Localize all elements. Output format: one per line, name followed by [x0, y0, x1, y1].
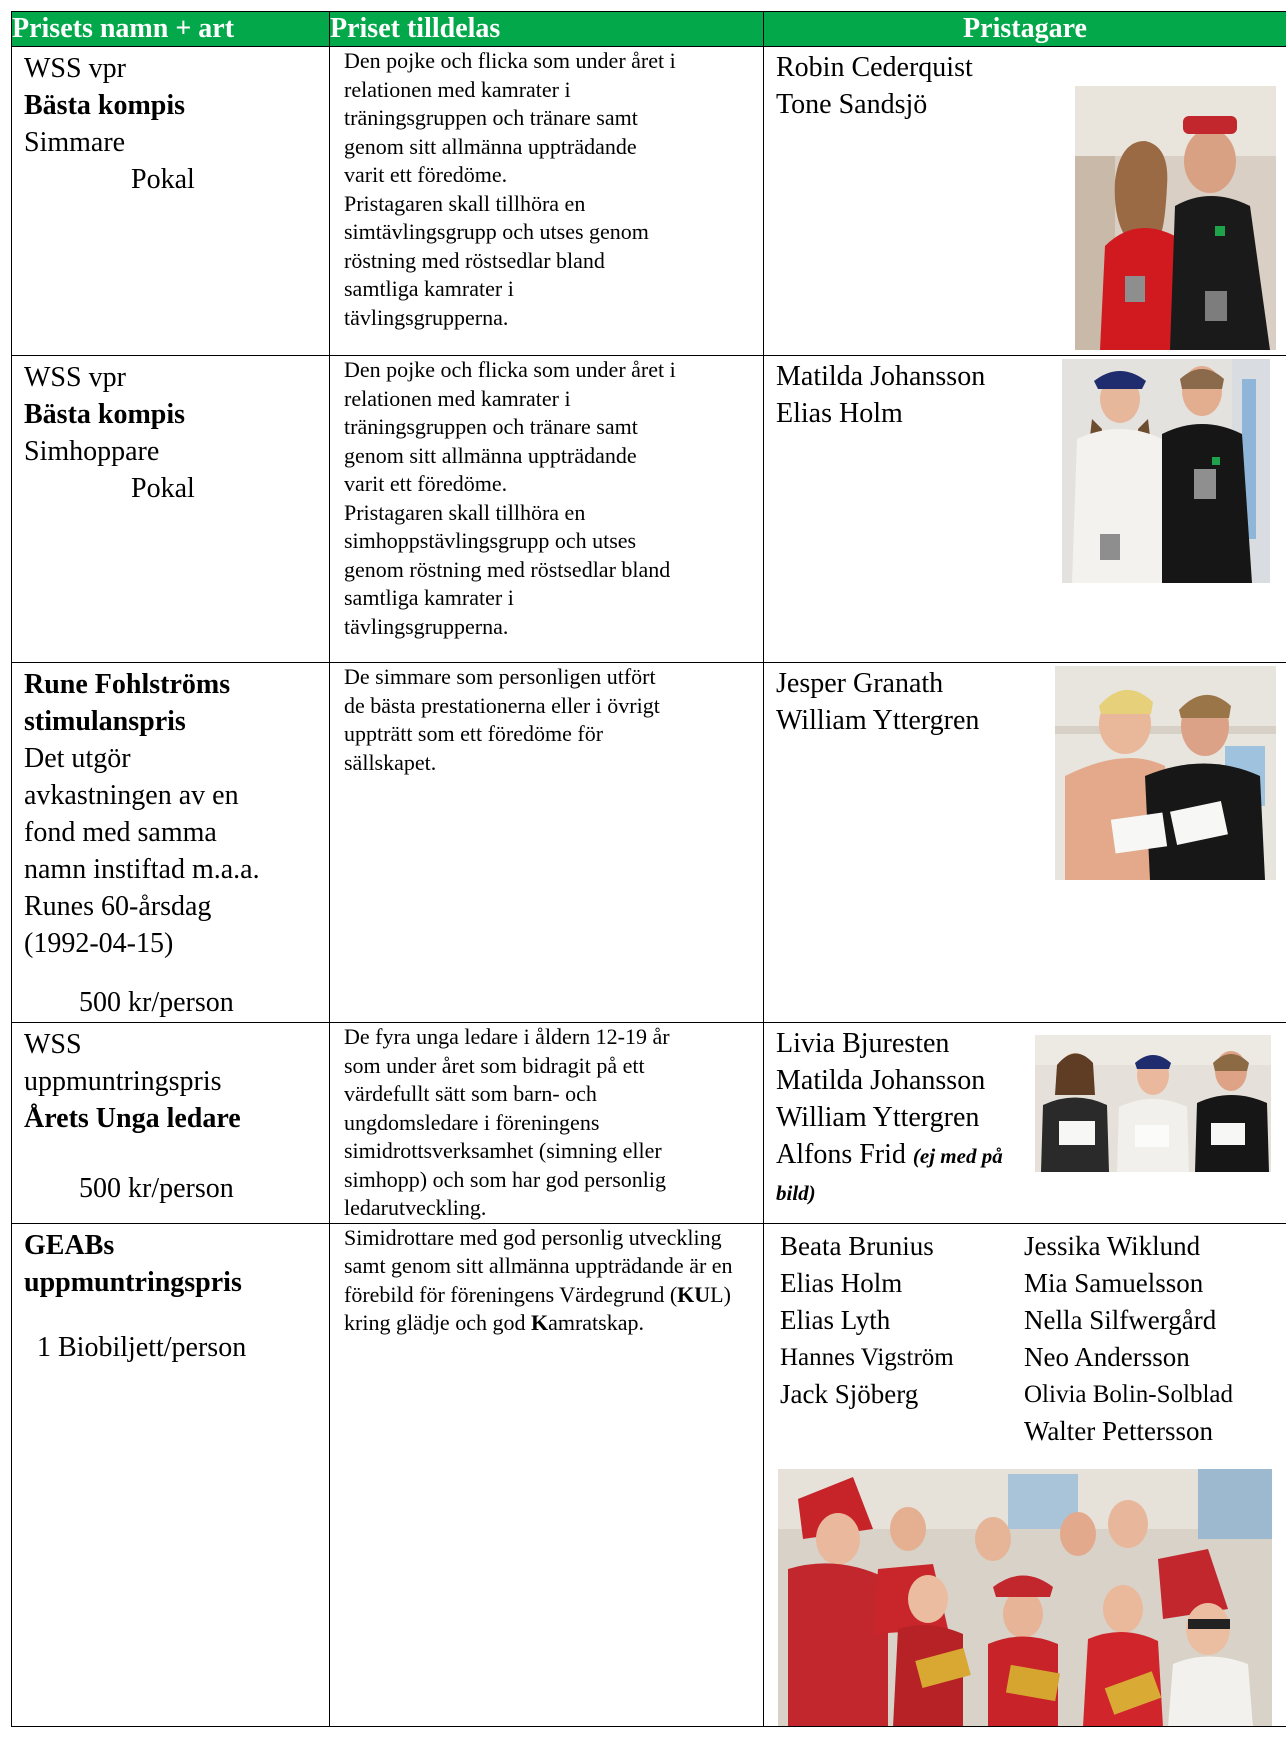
prize-info-line: fond med samma [24, 817, 217, 848]
description-emphasis: K [530, 1310, 549, 1335]
description-line: sällskapet. [344, 749, 437, 775]
prize-title: Rune Fohlströms [24, 669, 231, 700]
description-line: samtliga kamrater i [344, 276, 514, 301]
description-cell [330, 1023, 764, 1224]
description-cell [330, 663, 764, 1023]
description-emphasis: KU [677, 1281, 711, 1307]
winners-cell [764, 1023, 1286, 1224]
winner-name: Hannes Vigström [780, 1343, 954, 1371]
group-photo [778, 1469, 1272, 1727]
prize-type: 500 kr/person [79, 1173, 234, 1204]
prize-info-line: Det utgör [24, 743, 131, 774]
prize-info-line: (1992-04-15) [24, 928, 174, 959]
prize-type: Pokal [131, 473, 195, 504]
description-line: Pristagaren skall tillhöra en [344, 190, 586, 216]
description-line: De fyra unga ledare i åldern 12-19 år [344, 1024, 670, 1049]
winners-cell [764, 47, 1286, 356]
description-line: genom sitt allmänna uppträdande [344, 133, 637, 159]
prize-category: Simmare [24, 127, 126, 158]
description-part: Simidrottare med god personlig utveckling samt genom sitt allmänna uppträdande är en förebild för föreningens Värdegrund ( [344, 1224, 733, 1307]
prize-category: Simhoppare [24, 436, 160, 467]
description-part: amratskap. [548, 1310, 644, 1335]
description-line: Den pojke och flicka som under året i [344, 357, 676, 382]
description-line: samtliga kamrater i [344, 585, 514, 610]
description-line: simtävlingsgrupp och utses genom [344, 219, 649, 244]
winner-note: (ej med på bild) [776, 1144, 1003, 1205]
description-line: träningsgruppen och tränare samt [344, 105, 638, 130]
header-prize-name: Prisets namn + art [12, 12, 330, 47]
description-line: tävlingsgrupperna. [344, 613, 509, 639]
winner-name: Livia Bjuresten [776, 1028, 950, 1059]
winners-photo [1055, 666, 1276, 880]
winners-photo [1035, 1035, 1271, 1172]
description-line: uppträtt som ett föredöme för [344, 721, 604, 746]
winner-name: Tone Sandsjö [776, 89, 928, 120]
prize-category: uppmuntringspris [24, 1066, 222, 1097]
winner-name: Jesper Granath [776, 668, 944, 699]
winner-name: Jack Sjöberg [780, 1378, 919, 1409]
table-row [12, 47, 1286, 356]
description-cell [330, 356, 764, 663]
winner-name: Matilda Johansson [776, 1065, 986, 1096]
prize-org: WSS [24, 1029, 82, 1060]
prize-title: GEABs [24, 1229, 115, 1261]
prize-type: 1 Biobiljett/person [37, 1331, 247, 1363]
winners-cell [764, 356, 1286, 663]
description-line: relationen med kamrater i [344, 385, 571, 411]
description-line: relationen med kamrater i [344, 76, 571, 102]
winner-name: Elias Holm [776, 398, 903, 429]
header-winners: Pristagare [764, 12, 1286, 47]
winner-name: Walter Pettersson [1024, 1415, 1214, 1446]
description-line: som under året som bidragit på ett [344, 1052, 645, 1078]
prize-org: WSS vpr [24, 362, 126, 393]
description-line: tävlingsgrupperna. [344, 304, 509, 330]
description-line: simidrottsverksamhet (simning eller [344, 1138, 662, 1163]
description-line: De simmare som personligen utfört [344, 664, 656, 689]
table-row [12, 1023, 1286, 1224]
header-awarded-to: Priset tilldelas [330, 12, 764, 47]
table-row [12, 356, 1286, 663]
description-text [330, 1224, 763, 1338]
prize-type: 500 kr/person [79, 987, 234, 1018]
prize-title: Bästa kompis [24, 90, 186, 121]
description-line: genom sitt allmänna uppträdande [344, 442, 637, 468]
winner-name: Nella Silfwergård [1024, 1304, 1217, 1335]
awards-table [11, 11, 1286, 1727]
winner-name: Jessika Wiklund [1024, 1230, 1201, 1261]
description-line: värdefullt sätt som barn- och [344, 1081, 597, 1106]
winner-name: Neo Andersson [1024, 1341, 1190, 1372]
prize-name-cell [12, 1023, 330, 1224]
winner-name: Robin Cederquist [776, 52, 973, 83]
prize-name-cell [12, 47, 330, 356]
winner-name: William Yttergren [776, 705, 980, 736]
winner-name: Elias Holm [780, 1267, 903, 1298]
winner-name: Mia Samuelsson [1024, 1267, 1204, 1298]
winner-name: Matilda Johansson [776, 361, 986, 392]
description-cell [330, 47, 764, 356]
description-line: varit ett föredöme. [344, 162, 508, 187]
description-line: varit ett föredöme. [344, 471, 508, 496]
prize-info-line: Runes 60-årsdag [24, 891, 212, 922]
winners-photo [1062, 359, 1270, 583]
winners-cell [764, 1223, 1286, 1726]
prize-name-cell [12, 1223, 330, 1726]
winner-name: William Yttergren [776, 1102, 980, 1133]
prize-type: Pokal [131, 164, 195, 195]
prize-title: uppmuntringspris [24, 1266, 242, 1298]
description-line: genom röstning med röstsedlar bland [344, 556, 671, 582]
description-cell [330, 1223, 764, 1726]
prize-title: Årets Unga ledare [24, 1103, 241, 1134]
winners-cell [764, 663, 1286, 1023]
description-line: simhopp) och som har god personlig [344, 1166, 667, 1192]
prize-info-line: namn instiftad m.a.a. [24, 854, 260, 885]
description-line: de bästa prestationerna eller i övrigt [344, 692, 660, 718]
winner-name: Beata Brunius [780, 1230, 934, 1261]
description-line: simhoppstävlingsgrupp och utses [344, 528, 637, 553]
winner-name: Olivia Bolin-Solblad [1024, 1380, 1234, 1408]
table-row [12, 1223, 1286, 1726]
description-line: ungdomsledare i föreningens [344, 1109, 600, 1135]
description-line: träningsgruppen och tränare samt [344, 414, 638, 439]
winner-name: Elias Lyth [780, 1304, 891, 1335]
winners-photo [1075, 86, 1276, 350]
table-row [12, 663, 1286, 1023]
prize-name-cell [12, 663, 330, 1023]
description-line: röstning med röstsedlar bland [344, 247, 605, 273]
description-line: ledarutveckling. [344, 1195, 487, 1220]
prize-info-line: avkastningen av en [24, 780, 239, 811]
description-line: Pristagaren skall tillhöra en [344, 499, 586, 525]
prize-name-cell [12, 356, 330, 663]
description-line: Den pojke och flicka som under året i [344, 48, 676, 73]
prize-title: stimulanspris [24, 706, 186, 737]
prize-title: Bästa kompis [24, 399, 186, 430]
winner-name: Alfons Frid [776, 1139, 906, 1170]
description-part: L) kring glädje och god [344, 1281, 731, 1335]
prize-org: WSS vpr [24, 53, 126, 84]
header-row [12, 12, 1286, 47]
